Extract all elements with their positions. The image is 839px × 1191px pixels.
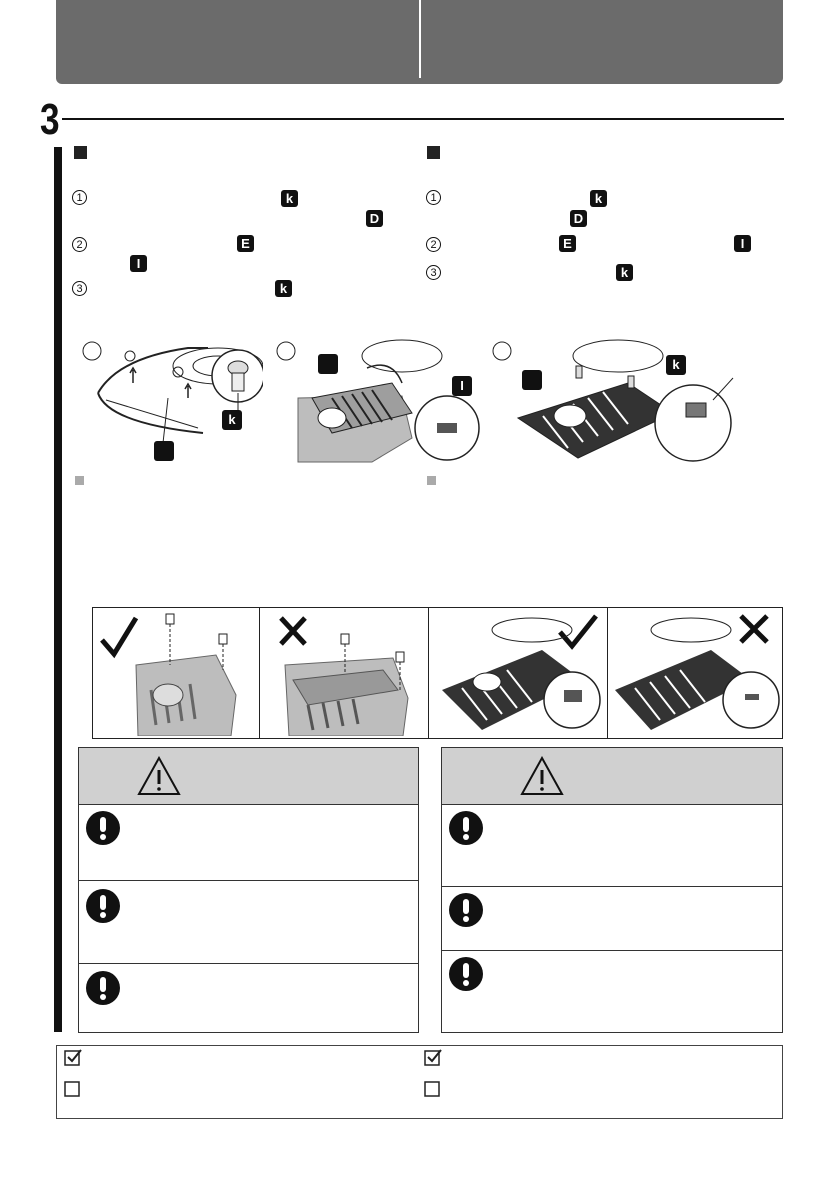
key-e: E <box>237 235 254 252</box>
warning-row-divider <box>79 963 418 964</box>
part-label-marker <box>522 370 542 390</box>
checkbox-checked-icon[interactable] <box>424 1048 444 1066</box>
step-rule <box>62 118 784 120</box>
header-divider <box>419 0 421 78</box>
panel-divider <box>259 607 260 739</box>
warning-triangle-icon <box>137 756 181 796</box>
panel-correct-clip <box>432 610 604 736</box>
key-d: D <box>366 210 383 227</box>
figure-step-3 <box>488 338 738 463</box>
key-k: k <box>281 190 298 207</box>
step-circle-2-right: 2 <box>426 237 441 252</box>
note-marker-left <box>75 476 84 485</box>
step-circle-3-right: 3 <box>426 265 441 280</box>
checkbox-checked-icon[interactable] <box>64 1048 84 1066</box>
key-i: I <box>130 255 147 272</box>
figure-step-2 <box>272 338 482 463</box>
step-circle-2-left: 2 <box>72 237 87 252</box>
check-icon <box>560 616 596 646</box>
exclamation-icon <box>85 970 121 1006</box>
key-k: k <box>275 280 292 297</box>
panel-divider <box>607 607 608 739</box>
panel-correct-sheet <box>96 610 256 736</box>
key-i: I <box>734 235 751 252</box>
exclamation-icon <box>448 956 484 992</box>
warning-row-divider <box>442 950 782 951</box>
cross-icon <box>741 616 767 642</box>
cross-icon <box>281 618 305 644</box>
checkbox-empty-icon[interactable] <box>64 1080 84 1098</box>
section-bar <box>54 147 62 1032</box>
exclamation-icon <box>448 892 484 928</box>
panel-incorrect-clip <box>611 610 781 736</box>
panel-divider <box>428 607 429 739</box>
warning-header <box>79 748 418 805</box>
key-e: E <box>559 235 576 252</box>
part-label-marker <box>154 441 174 461</box>
warning-header <box>442 748 782 805</box>
warning-box-right <box>441 747 783 1033</box>
check-icon <box>102 618 136 654</box>
step-number: 3 <box>40 95 60 144</box>
section-marker-right <box>427 146 440 159</box>
note-marker-right <box>427 476 436 485</box>
checkbox-empty-icon[interactable] <box>424 1080 444 1098</box>
key-k: k <box>616 264 633 281</box>
panel-incorrect-sheet <box>263 610 425 736</box>
warning-row-divider <box>79 880 418 881</box>
exclamation-icon <box>85 810 121 846</box>
warning-triangle-icon <box>520 756 564 796</box>
exclamation-icon <box>85 888 121 924</box>
key-k: k <box>666 355 686 375</box>
part-label-marker <box>318 354 338 374</box>
key-k: k <box>590 190 607 207</box>
checklist-box <box>56 1045 783 1119</box>
exclamation-icon <box>448 810 484 846</box>
warning-row-divider <box>442 886 782 887</box>
step-circle-1-left: 1 <box>72 190 87 205</box>
key-k: k <box>222 410 242 430</box>
step-circle-1-right: 1 <box>426 190 441 205</box>
step-circle-3-left: 3 <box>72 281 87 296</box>
warning-box-left <box>78 747 419 1033</box>
key-i: I <box>452 376 472 396</box>
key-d: D <box>570 210 587 227</box>
section-marker-left <box>74 146 87 159</box>
